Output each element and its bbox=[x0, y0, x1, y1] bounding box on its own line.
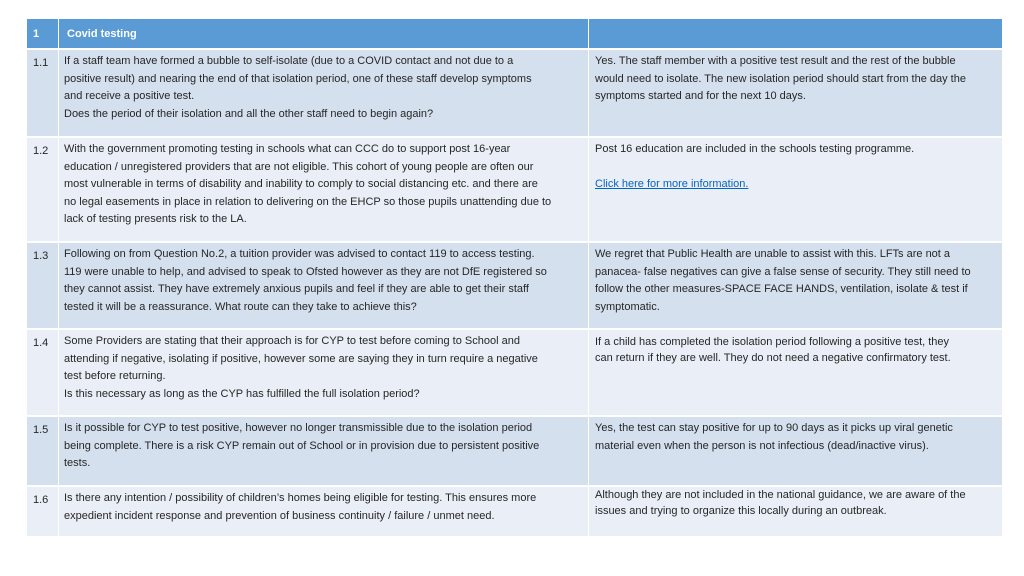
row-number: 1.2 bbox=[27, 137, 59, 242]
question-line: Is this necessary as long as the CYP has fulfilled the full isolation period? bbox=[64, 387, 420, 400]
covid-testing-table bbox=[26, 19, 1003, 538]
row-question bbox=[59, 49, 589, 137]
table-row bbox=[27, 329, 1003, 416]
row-answer bbox=[589, 486, 1003, 537]
row-answer bbox=[589, 242, 1003, 329]
row-number: 1.1 bbox=[27, 49, 59, 137]
question-line: tested it will be a reassurance. What route can they take to achieve this? bbox=[64, 300, 417, 313]
answer-line: follow the other measures-SPACE FACE HANDS, ventilation, isolate & test if bbox=[595, 283, 968, 295]
row-question bbox=[59, 242, 589, 329]
row-question bbox=[59, 329, 589, 416]
question-line: Is there any intention / possibility of children’s homes being eligible for testing. This ensures more bbox=[64, 492, 537, 504]
answer-line: would need to isolate. The new isolation period should start from the day the bbox=[595, 72, 966, 85]
more-information-link[interactable]: Click here for more information. bbox=[595, 178, 749, 190]
row-number: 1.6 bbox=[27, 486, 59, 537]
table-header-row bbox=[27, 19, 1003, 49]
question-line: being complete. There is a risk CYP remain out of School or in provision due to persistent positive bbox=[64, 439, 540, 452]
question-line: attending if negative, isolating if positive, however some are saying they in turn require a negative bbox=[64, 352, 538, 365]
row-answer bbox=[589, 416, 1003, 486]
answer-line: material even when the person is not infectious (dead/inactive virus). bbox=[595, 439, 929, 452]
table-row bbox=[27, 137, 1003, 242]
question-line: no legal easements in place in relation to delivering on the EHCP so those pupils unattending due to bbox=[64, 195, 552, 208]
question-line: 119 were unable to help, and advised to speak to Ofsted however as they are not DfE registered so bbox=[64, 265, 547, 278]
row-answer bbox=[589, 329, 1003, 416]
row-answer bbox=[589, 49, 1003, 137]
row-question bbox=[59, 416, 589, 486]
header-title: Covid testing bbox=[59, 19, 589, 49]
question-line: Some Providers are stating that their approach is for CYP to test before coming to School and bbox=[64, 335, 520, 347]
table-row bbox=[27, 242, 1003, 329]
question-line: Is it possible for CYP to test positive, however no longer transmissible due to the isolation period bbox=[64, 422, 533, 434]
question-line: If a staff team have formed a bubble to self-isolate (due to a COVID contact and not due to a bbox=[64, 55, 514, 67]
row-number: 1.3 bbox=[27, 242, 59, 329]
answer-line: Yes, the test can stay positive for up to 90 days as it picks up viral genetic bbox=[595, 422, 953, 434]
question-line: most vulnerable in terms of disability and inability to comply to social distancing etc. and there are bbox=[64, 178, 538, 190]
answer-line: Although they are not included in the national guidance, we are aware of the bbox=[595, 489, 966, 501]
answer-line: can return if they are well. They do not need a negative confirmatory test. bbox=[595, 351, 951, 364]
row-number: 1.5 bbox=[27, 416, 59, 486]
header-answer-cell bbox=[589, 19, 1003, 49]
question-line: positive result) and nearing the end of that isolation period, one of these staff develop symptoms bbox=[64, 72, 532, 85]
question-line: and receive a positive test. bbox=[64, 90, 195, 102]
question-line: test before returning. bbox=[64, 370, 166, 382]
answer-line: Post 16 education are included in the schools testing programme. bbox=[595, 143, 915, 155]
question-line: education / unregistered providers that are not eligible. This cohort of young people are often our bbox=[64, 160, 534, 173]
answer-line: We regret that Public Health are unable to assist with this. LFTs are not a bbox=[595, 248, 951, 260]
answer-line: issues and trying to organize this locally during an outbreak. bbox=[595, 504, 887, 517]
question-line: they cannot assist. They have extremely anxious pupils and feel if they are able to get their staff bbox=[64, 283, 529, 295]
question-line: Does the period of their isolation and all the other staff need to begin again? bbox=[64, 107, 434, 120]
row-number: 1.4 bbox=[27, 329, 59, 416]
answer-line: symptomatic. bbox=[595, 300, 660, 313]
question-line: expedient incident response and prevention of business continuity / failure / unmet need. bbox=[64, 509, 495, 522]
question-line: lack of testing presents risk to the LA. bbox=[64, 213, 247, 225]
question-line: tests. bbox=[64, 457, 91, 469]
table-row bbox=[27, 416, 1003, 486]
row-question bbox=[59, 137, 589, 242]
header-number: 1 bbox=[27, 19, 59, 49]
answer-line: panacea- false negatives can give a false sense of security. They still need to bbox=[595, 265, 971, 278]
answer-line: symptoms started and for the next 10 days. bbox=[595, 90, 806, 102]
question-line: Following on from Question No.2, a tuition provider was advised to contact 119 to access testing. bbox=[64, 248, 535, 260]
row-question bbox=[59, 486, 589, 537]
answer-spacer bbox=[595, 159, 997, 177]
answer-line: If a child has completed the isolation period following a positive test, they bbox=[595, 336, 950, 348]
row-answer bbox=[589, 137, 1003, 242]
question-line: With the government promoting testing in schools what can CCC do to support post 16-year bbox=[64, 143, 511, 155]
table-row bbox=[27, 49, 1003, 137]
answer-line: Yes. The staff member with a positive test result and the rest of the bubble bbox=[595, 55, 956, 67]
table-row bbox=[27, 486, 1003, 537]
